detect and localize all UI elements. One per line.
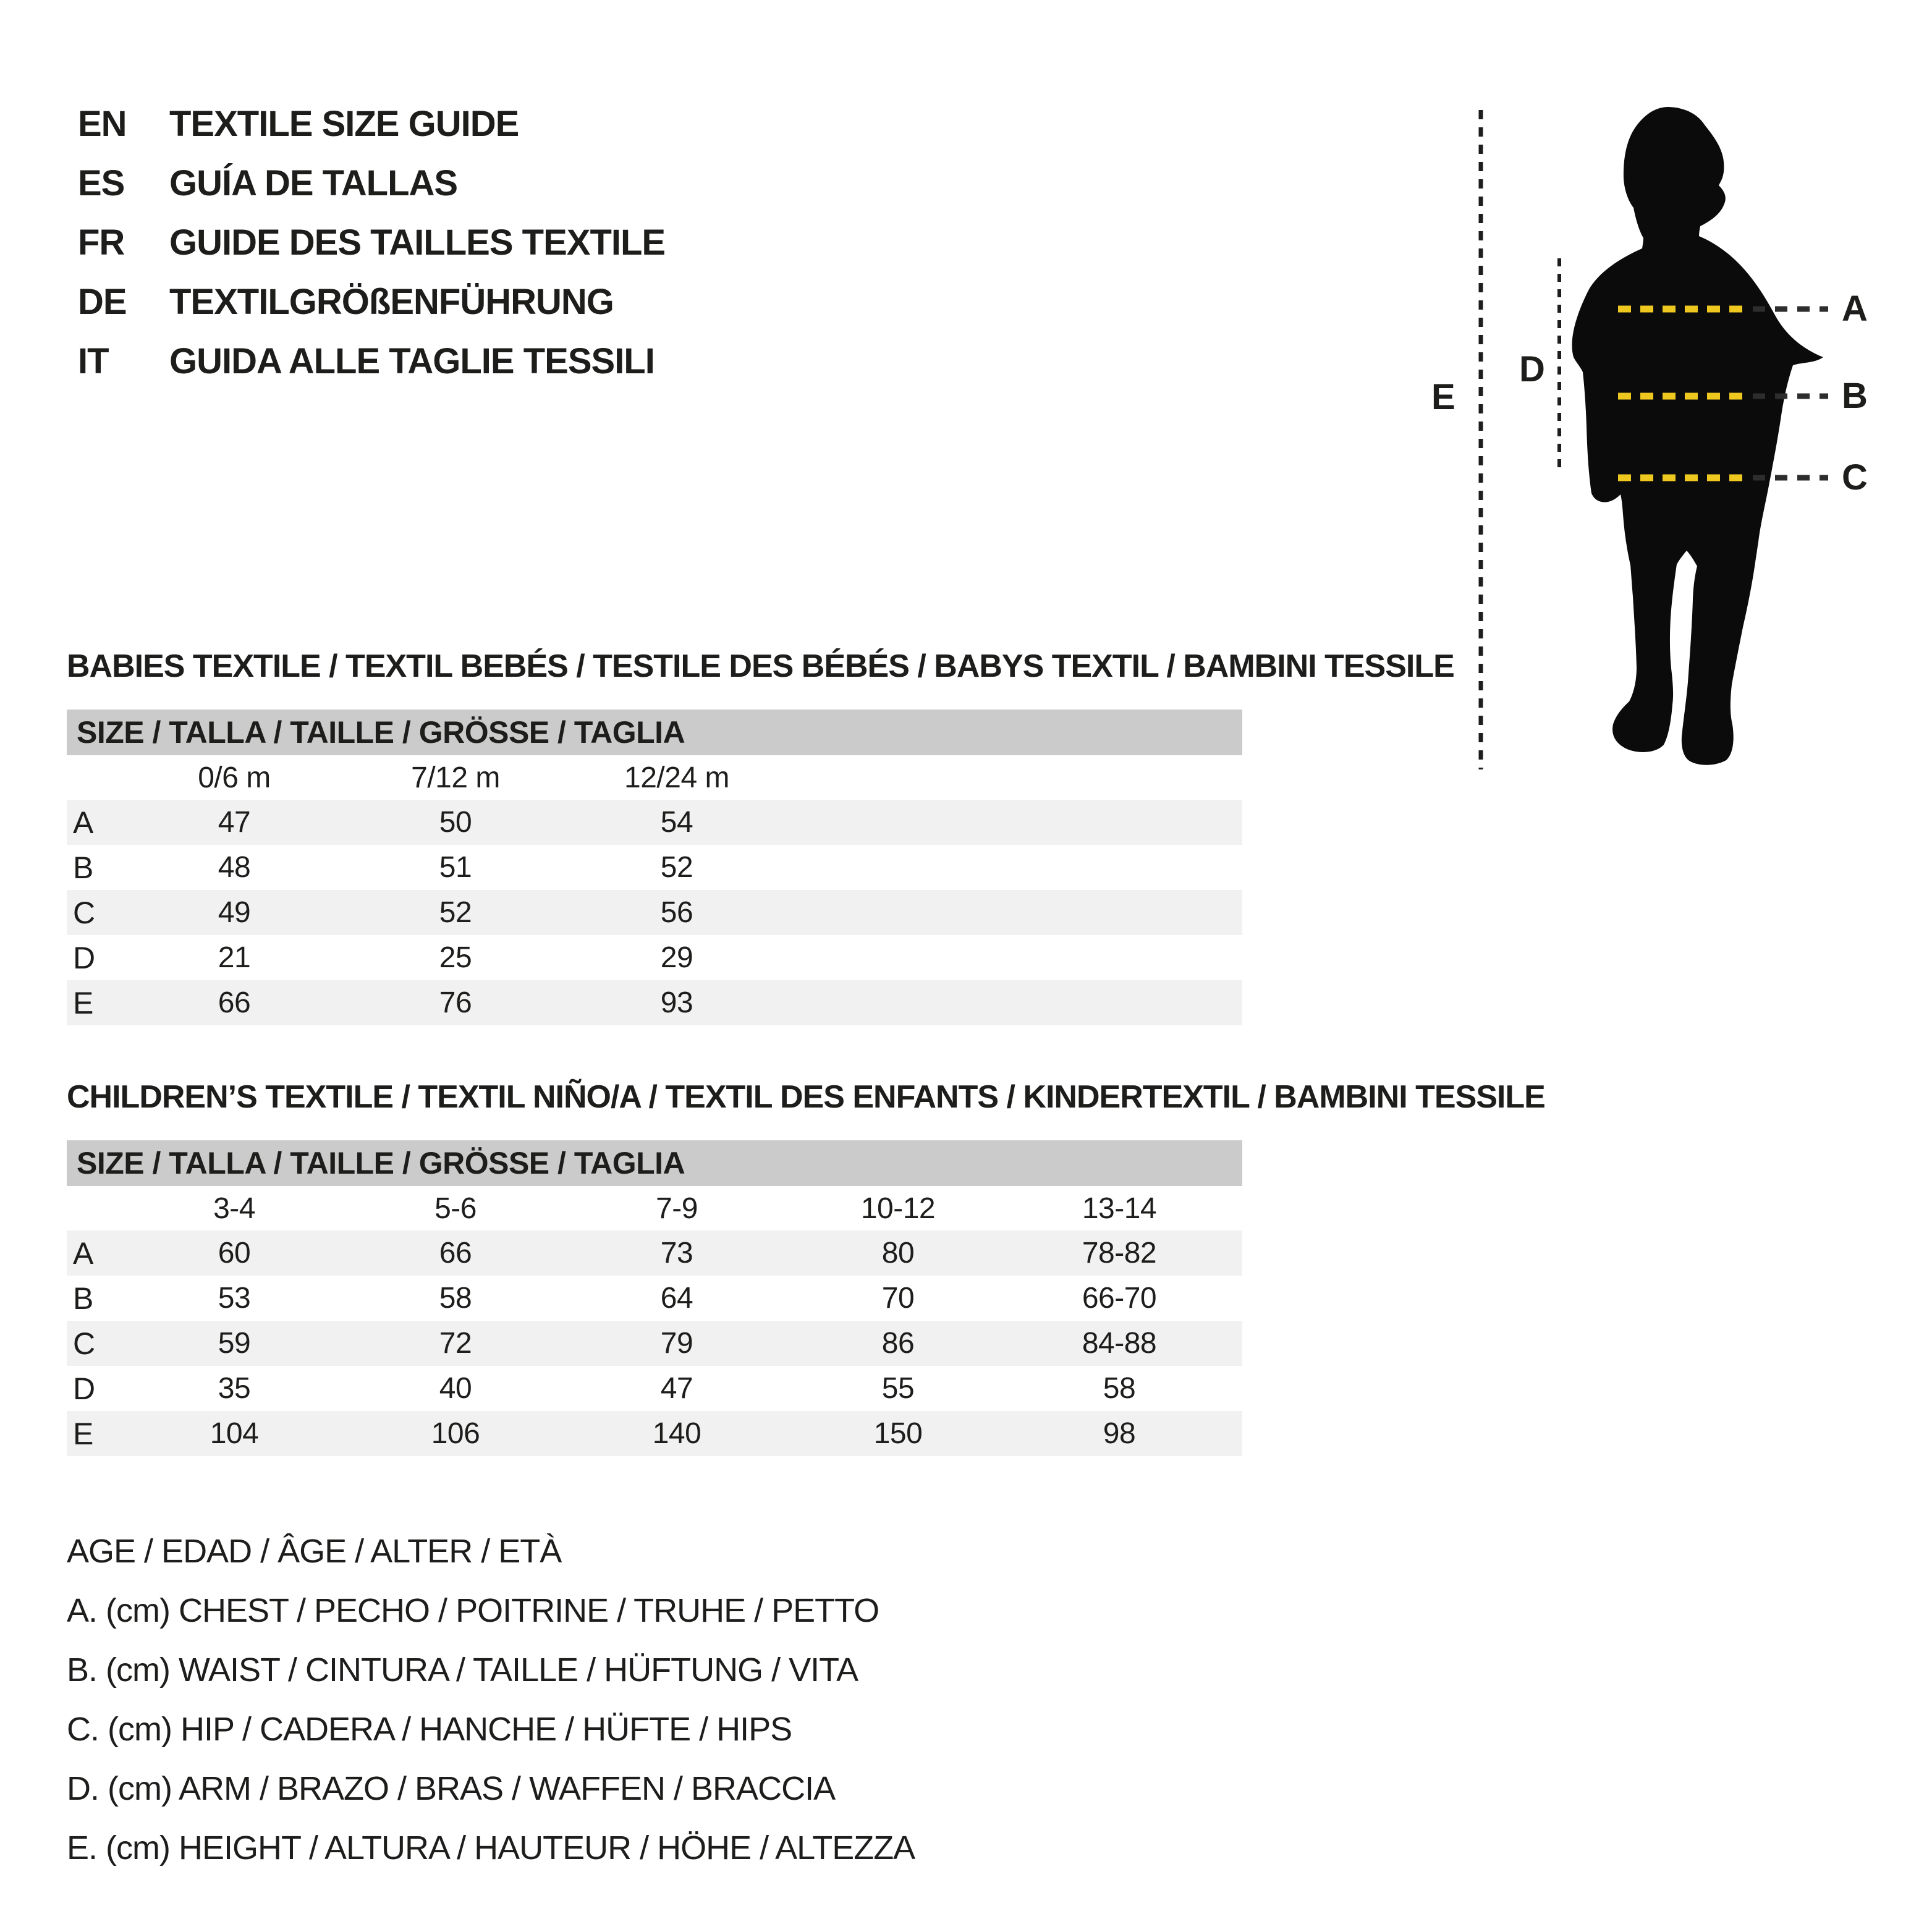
row-label: C <box>73 895 95 930</box>
size-value: 140 <box>652 1417 701 1450</box>
lang-code-es: ES <box>78 163 125 203</box>
size-value: 58 <box>439 1282 472 1315</box>
size-value: 60 <box>218 1237 251 1269</box>
children-column-header-row <box>67 1186 1242 1231</box>
lang-code-it: IT <box>78 341 109 381</box>
guide-title-fr: GUIDE DES TAILLES TEXTILE <box>169 222 666 263</box>
children-size-table <box>67 1140 1242 1456</box>
babies-col-header: 7/12 m <box>411 761 500 794</box>
size-value: 51 <box>439 851 472 884</box>
row-label: B <box>73 850 93 885</box>
figure-label-e: E <box>1431 377 1455 417</box>
babies-column-header-row <box>67 755 1242 800</box>
size-value: 66 <box>439 1237 472 1269</box>
size-value: 53 <box>218 1282 251 1315</box>
size-value: 56 <box>660 896 693 929</box>
children-size-header-bar: SIZE / TALLA / TAILLE / GRÖSSE / TAGLIA <box>67 1140 1242 1186</box>
size-value: 70 <box>881 1282 915 1315</box>
size-value: 48 <box>218 851 251 884</box>
legend-arm: D. (cm) ARM / BRAZO / BRAS / WAFFEN / BRACCIA <box>67 1770 836 1807</box>
size-value: 80 <box>881 1237 915 1269</box>
legend-waist: B. (cm) WAIST / CINTURA / TAILLE / HÜFTUNG / VITA <box>67 1651 858 1688</box>
babies-size-table <box>67 710 1242 1025</box>
table-row <box>67 845 1242 890</box>
size-value: 50 <box>439 806 472 839</box>
lang-code-de: DE <box>78 281 127 322</box>
size-value: 64 <box>660 1282 693 1315</box>
figure-label-b: B <box>1842 376 1867 416</box>
children-section-title: CHILDREN’S TEXTILE / TEXTIL NIÑO/A / TEXTIL DES ENFANTS / KINDERTEXTIL / BAMBINI TESSILE <box>67 1079 1545 1115</box>
legend-hip: C. (cm) HIP / CADERA / HANCHE / HÜFTE / HIPS <box>67 1711 792 1748</box>
size-value: 66-70 <box>1082 1282 1157 1315</box>
size-value: 66 <box>218 986 251 1019</box>
size-value: 106 <box>431 1417 480 1450</box>
size-value: 58 <box>1103 1372 1136 1405</box>
lang-code-en: EN <box>78 103 127 144</box>
legend-age: AGE / EDAD / ÂGE / ALTER / ETÀ <box>67 1533 562 1570</box>
size-value: 73 <box>660 1237 693 1269</box>
row-label: E <box>73 985 93 1020</box>
children-col-header: 7-9 <box>656 1192 698 1225</box>
size-value: 76 <box>439 986 472 1019</box>
figure-label-a: A <box>1842 289 1867 329</box>
row-label: B <box>73 1281 93 1316</box>
size-value: 47 <box>660 1372 693 1405</box>
guide-title-en: TEXTILE SIZE GUIDE <box>169 103 519 144</box>
size-value: 93 <box>660 986 693 1019</box>
corner-cell <box>67 755 124 800</box>
measurement-figure <box>1409 93 1932 803</box>
lang-row-es <box>78 153 665 213</box>
table-row <box>67 1321 1242 1366</box>
size-value: 86 <box>881 1327 915 1360</box>
table-row <box>67 980 1242 1025</box>
corner-cell <box>67 1186 124 1231</box>
size-value: 55 <box>881 1372 915 1405</box>
table-row <box>67 935 1242 980</box>
table-row <box>67 1411 1242 1456</box>
size-value: 21 <box>218 941 251 974</box>
size-value: 59 <box>218 1327 251 1360</box>
size-value: 84-88 <box>1082 1327 1157 1360</box>
size-value: 98 <box>1103 1417 1136 1450</box>
table-row <box>67 1231 1242 1276</box>
children-col-header: 10-12 <box>860 1192 936 1225</box>
figure-label-c: C <box>1842 457 1867 498</box>
table-row <box>67 1276 1242 1321</box>
guide-title-it: GUIDA ALLE TAGLIE TESSILI <box>169 341 655 381</box>
size-value: 49 <box>218 896 251 929</box>
child-silhouette-diagram <box>1409 93 1932 803</box>
size-value: 79 <box>660 1327 693 1360</box>
size-value: 52 <box>439 896 472 929</box>
babies-col-header: 0/6 m <box>198 761 271 794</box>
row-label: A <box>73 805 93 840</box>
size-value: 78-82 <box>1082 1237 1157 1269</box>
guide-title-es: GUÍA DE TALLAS <box>169 163 458 203</box>
row-label: A <box>73 1235 93 1271</box>
lang-row-it <box>78 331 665 391</box>
babies-col-header: 12/24 m <box>624 761 729 794</box>
lang-code-fr: FR <box>78 222 125 263</box>
child-silhouette-icon <box>1572 107 1823 765</box>
table-row <box>67 1366 1242 1411</box>
babies-section-title: BABIES TEXTILE / TEXTIL BEBÉS / TESTILE DES BÉBÉS / BABYS TEXTIL / BAMBINI TESSILE <box>67 648 1454 684</box>
children-col-header: 13-14 <box>1082 1192 1157 1225</box>
lang-row-fr <box>78 213 665 272</box>
size-value: 54 <box>660 806 693 839</box>
row-label: D <box>73 1371 95 1406</box>
row-label: C <box>73 1326 95 1361</box>
row-label: E <box>73 1416 93 1451</box>
children-col-header: 5-6 <box>434 1192 477 1225</box>
size-value: 25 <box>439 941 472 974</box>
table-row <box>67 800 1242 845</box>
guide-title-de: TEXTILGRÖßENFÜHRUNG <box>169 281 614 322</box>
size-value: 40 <box>439 1372 472 1405</box>
size-value: 35 <box>218 1372 251 1405</box>
lang-row-de <box>78 272 665 331</box>
size-value: 104 <box>210 1417 259 1450</box>
size-value: 47 <box>218 806 251 839</box>
row-label: D <box>73 940 95 975</box>
language-title-block <box>78 94 665 391</box>
legend-chest: A. (cm) CHEST / PECHO / POITRINE / TRUHE / PETTO <box>67 1592 879 1629</box>
size-value: 150 <box>873 1417 923 1450</box>
measurement-legend <box>67 1522 915 1878</box>
lang-row-en <box>78 94 665 153</box>
size-value: 52 <box>660 851 693 884</box>
table-row <box>67 890 1242 935</box>
children-col-header: 3-4 <box>213 1192 255 1225</box>
legend-height: E. (cm) HEIGHT / ALTURA / HAUTEUR / HÖHE / ALTEZZA <box>67 1829 915 1866</box>
figure-label-d: D <box>1519 349 1544 389</box>
babies-size-header-bar: SIZE / TALLA / TAILLE / GRÖSSE / TAGLIA <box>67 710 1242 755</box>
size-value: 72 <box>439 1327 472 1360</box>
size-value: 29 <box>660 941 693 974</box>
